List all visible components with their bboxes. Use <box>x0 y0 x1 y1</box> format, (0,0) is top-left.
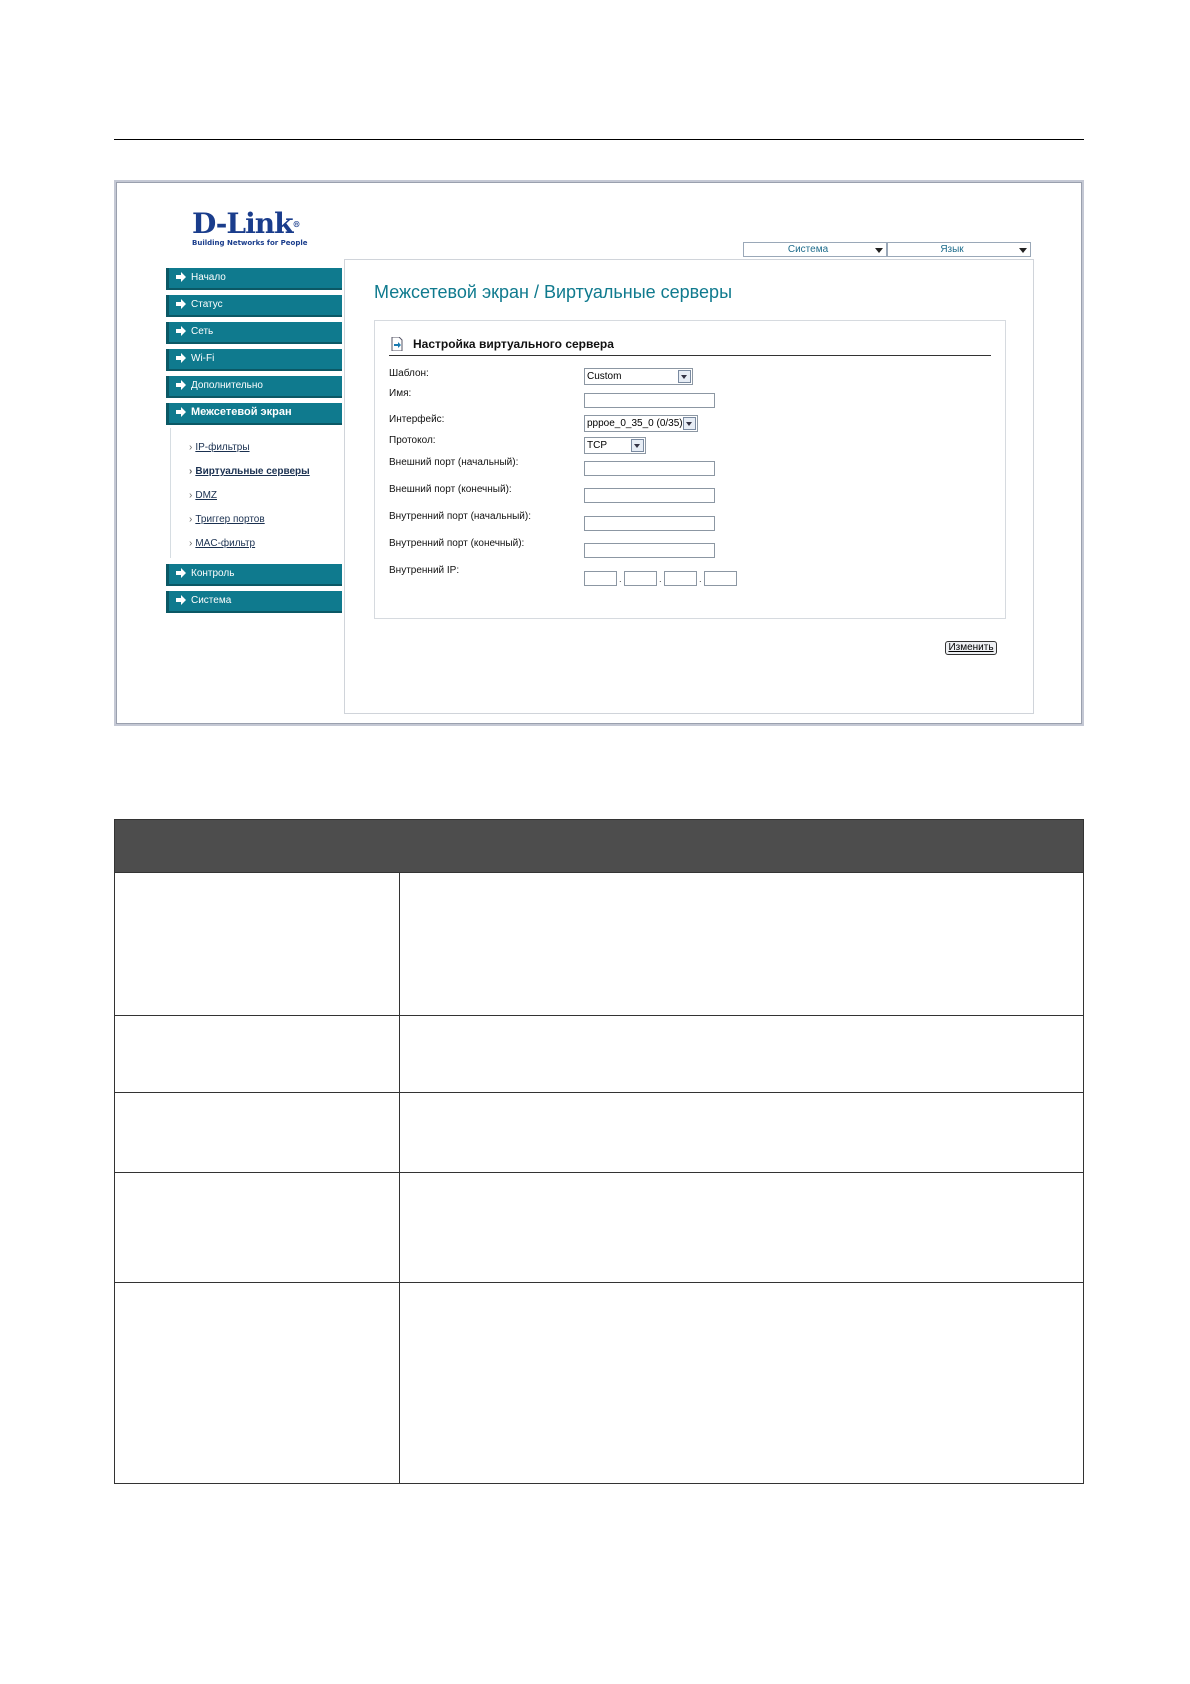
main-content <box>344 260 1034 714</box>
dropdown-arrow-icon <box>875 248 883 253</box>
chevron-down-icon <box>631 439 644 452</box>
panel-header <box>389 337 991 356</box>
document-edit-icon <box>391 337 403 351</box>
page-top-rule <box>114 139 1084 140</box>
arrow-right-icon <box>176 407 186 417</box>
internal-ip-octet-2[interactable] <box>624 571 657 586</box>
nav-item-home[interactable]: Начало <box>166 268 342 290</box>
nav-item-network[interactable]: Сеть <box>166 322 342 344</box>
table-row <box>115 1092 1083 1172</box>
arrow-right-icon <box>176 568 186 578</box>
table-header <box>115 820 1083 872</box>
nav-item-status[interactable]: Статус <box>166 295 342 317</box>
table-row <box>115 1282 1083 1484</box>
template-label: Шаблон: <box>389 368 429 379</box>
int-port-end-label: Внутренний порт (конечный): <box>389 538 525 549</box>
ip-separator: . <box>619 575 622 584</box>
name-label: Имя: <box>389 388 412 399</box>
arrow-right-icon <box>176 595 186 605</box>
arrow-right-icon <box>176 326 186 336</box>
interface-select[interactable]: pppoe_0_35_0 (0/35) <box>584 415 698 432</box>
subnav-ip-filters[interactable]: › IP-фильтры <box>189 442 250 453</box>
arrow-right-icon <box>176 299 186 309</box>
ip-separator: . <box>699 575 702 584</box>
internal-ip-octet-4[interactable] <box>704 571 737 586</box>
internal-ip-octet-3[interactable] <box>664 571 697 586</box>
page-title: Межсетевой экран / Виртуальные серверы <box>374 282 733 302</box>
virtual-server-settings-panel <box>374 320 1006 619</box>
apply-button[interactable]: Изменить <box>945 641 997 655</box>
int-port-start-label: Внутренний порт (начальный): <box>389 511 531 522</box>
subnav-virtual-servers[interactable]: › Виртуальные серверы <box>189 466 310 477</box>
ip-separator: . <box>659 575 662 584</box>
protocol-select[interactable]: TCP <box>584 437 646 454</box>
arrow-right-icon <box>176 272 186 282</box>
table-row <box>115 1015 1083 1092</box>
panel-title: Настройка виртуального сервера <box>413 337 614 351</box>
dropdown-arrow-icon <box>1019 248 1027 253</box>
int-port-end-input[interactable] <box>584 543 715 558</box>
interface-label: Интерфейс: <box>389 414 445 425</box>
table-row <box>115 872 1083 1015</box>
ext-port-start-label: Внешний порт (начальный): <box>389 457 519 468</box>
language-menu-dropdown[interactable]: Язык <box>887 242 1031 257</box>
firewall-subnav <box>170 428 341 558</box>
system-menu-dropdown[interactable]: Система <box>743 242 887 257</box>
table-row <box>115 1172 1083 1282</box>
arrow-right-icon <box>176 353 186 363</box>
table-column-divider <box>399 872 400 1484</box>
subnav-mac-filter[interactable]: › MAC-фильтр <box>189 538 256 549</box>
nav-item-firewall[interactable]: Межсетевой экран <box>166 403 342 425</box>
nav-item-control[interactable]: Контроль <box>166 564 342 586</box>
ext-port-end-input[interactable] <box>584 488 715 503</box>
chevron-down-icon <box>678 370 691 383</box>
internal-ip-octet-1[interactable] <box>584 571 617 586</box>
chevron-down-icon <box>683 417 696 430</box>
int-port-start-input[interactable] <box>584 516 715 531</box>
nav-item-advanced[interactable]: Дополнительно <box>166 376 342 398</box>
nav-item-wifi[interactable]: Wi-Fi <box>166 349 342 371</box>
subnav-port-trigger[interactable]: › Триггер портов <box>189 514 265 525</box>
ext-port-start-input[interactable] <box>584 461 715 476</box>
ext-port-end-label: Внешний порт (конечный): <box>389 484 512 495</box>
subnav-dmz[interactable]: › DMZ <box>189 490 218 501</box>
name-input[interactable] <box>584 393 715 408</box>
internal-ip-label: Внутренний IP: <box>389 565 460 576</box>
nav-item-system[interactable]: Система <box>166 591 342 613</box>
dlink-logo: D-Link® Building Networks for People <box>192 207 308 247</box>
template-select[interactable]: Custom <box>584 368 693 385</box>
protocol-label: Протокол: <box>389 435 436 446</box>
description-table <box>114 819 1084 1484</box>
router-ui-screenshot <box>114 180 1084 726</box>
logo-tagline: Building Networks for People <box>192 239 308 247</box>
arrow-right-icon <box>176 380 186 390</box>
